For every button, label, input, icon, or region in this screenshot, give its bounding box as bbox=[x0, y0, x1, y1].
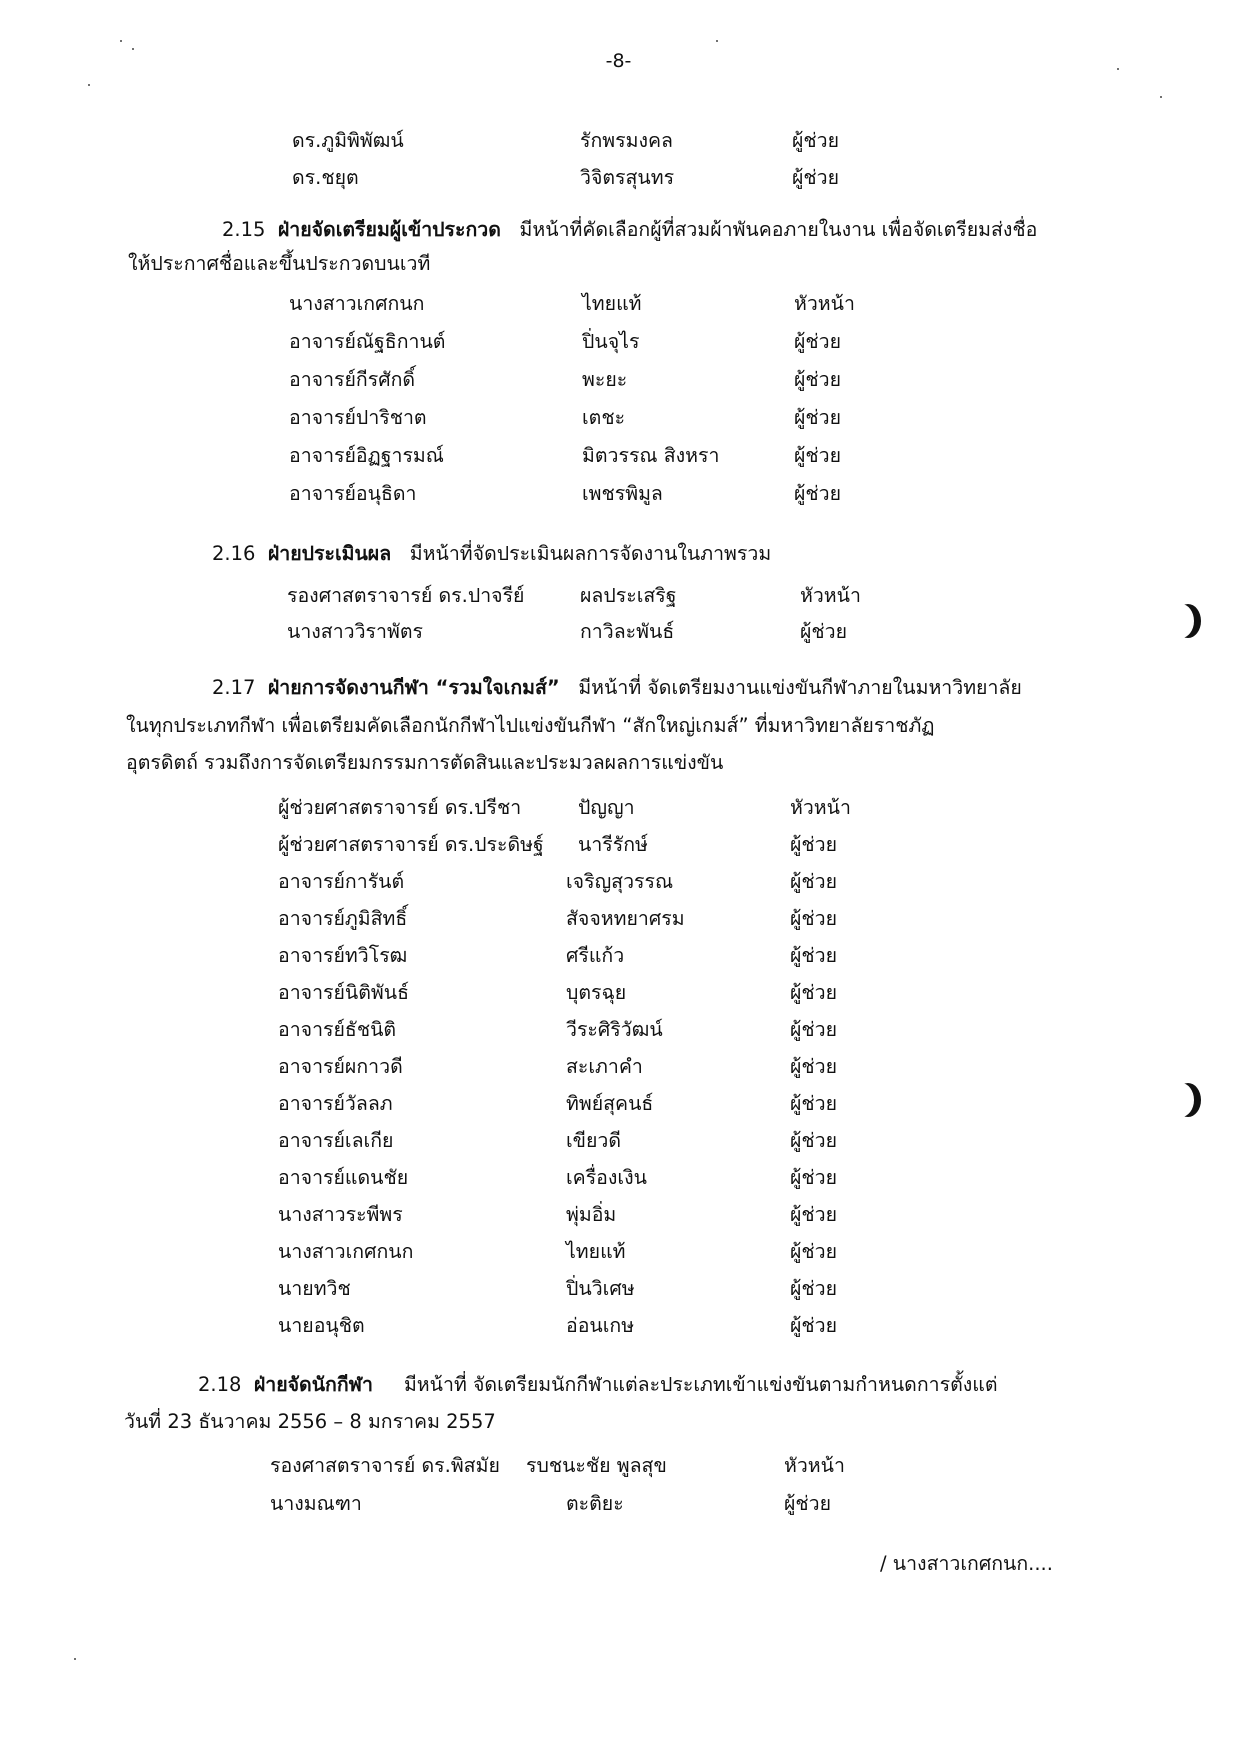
section-description: มีหน้าที่จัดประเมินผลการจัดงานในภาพรวม bbox=[409, 542, 772, 565]
person-role: ผู้ช่วย bbox=[790, 1203, 838, 1226]
section-number: 2.15 bbox=[222, 218, 266, 241]
person-surname: เจริญสุวรรณ bbox=[566, 870, 674, 893]
scan-speck bbox=[1160, 96, 1162, 98]
person-name: อาจารย์การันต์ bbox=[278, 870, 405, 893]
person-surname: ปิ่นวิเศษ bbox=[566, 1277, 635, 1300]
table-row bbox=[0, 1488, 1100, 1520]
section-2-16-heading bbox=[212, 536, 771, 572]
person-name: ผู้ช่วยศาสตราจารย์ ดร.ประดิษฐ์ bbox=[278, 833, 544, 856]
section-title: ฝ่ายจัดนักกีฬา bbox=[253, 1373, 373, 1396]
person-surname: รบชนะชัย พูลสุข bbox=[526, 1454, 667, 1477]
table-row bbox=[0, 1450, 1100, 1482]
section-number: 2.17 bbox=[212, 676, 256, 699]
table-row bbox=[0, 829, 1100, 861]
person-role: ผู้ช่วย bbox=[784, 1492, 832, 1515]
person-surname: ผลประเสริฐ bbox=[580, 584, 677, 607]
scan-speck bbox=[716, 40, 718, 42]
scan-speck bbox=[132, 48, 134, 50]
person-role: ผู้ช่วย bbox=[800, 620, 848, 643]
person-surname: เพชรพิมูล bbox=[582, 482, 663, 505]
person-name: อาจารย์ทวิโรฒ bbox=[278, 944, 408, 967]
person-name: อาจารย์ปาริชาต bbox=[289, 406, 427, 429]
table-row bbox=[0, 1162, 1100, 1194]
person-name: อาจารย์เลเกีย bbox=[278, 1129, 394, 1152]
table-row bbox=[0, 440, 1100, 472]
person-role: ผู้ช่วย bbox=[792, 129, 840, 152]
person-name: นางสาวเกศกนก bbox=[278, 1240, 414, 1263]
person-role: ผู้ช่วย bbox=[790, 1092, 838, 1115]
person-surname: วิจิตรสุนทร bbox=[580, 166, 675, 189]
person-name: ดร.ภูมิพิพัฒน์ bbox=[292, 129, 404, 152]
table-row bbox=[0, 1125, 1100, 1157]
person-role: หัวหน้า bbox=[794, 292, 855, 315]
person-role: ผู้ช่วย bbox=[794, 444, 842, 467]
person-role: ผู้ช่วย bbox=[790, 1314, 838, 1337]
scan-speck bbox=[1117, 68, 1119, 70]
person-name: นายทวิช bbox=[278, 1277, 351, 1300]
table-row bbox=[0, 364, 1100, 396]
person-surname: รักพรมงคล bbox=[580, 129, 673, 152]
person-role: ผู้ช่วย bbox=[794, 330, 842, 353]
person-surname: บุตรฉุย bbox=[566, 981, 627, 1004]
table-row bbox=[0, 478, 1100, 510]
person-name: อาจารย์กีรศักดิ์ bbox=[289, 368, 416, 391]
person-surname: กาวิละพันธ์ bbox=[580, 620, 675, 643]
person-surname: เขียวดี bbox=[566, 1129, 622, 1152]
table-row bbox=[0, 903, 1100, 935]
person-role: ผู้ช่วย bbox=[790, 1129, 838, 1152]
section-number: 2.18 bbox=[198, 1373, 242, 1396]
person-role: ผู้ช่วย bbox=[790, 944, 838, 967]
person-role: หัวหน้า bbox=[800, 584, 861, 607]
person-name: นางสาวเกศกนก bbox=[289, 292, 425, 315]
table-row bbox=[0, 580, 1100, 612]
person-name: อาจารย์ภูมิสิทธิ์ bbox=[278, 907, 408, 930]
scan-speck bbox=[88, 84, 90, 86]
person-name: รองศาสตราจารย์ ดร.ปาจรีย์ bbox=[287, 584, 525, 607]
table-row bbox=[0, 977, 1100, 1009]
table-row bbox=[0, 616, 1100, 648]
person-name: อาจารย์ธัชนิติ bbox=[278, 1018, 397, 1041]
person-surname: สัจจหทยาศรม bbox=[566, 907, 685, 930]
section-title: ฝ่ายจัดเตรียมผู้เข้าประกวด bbox=[277, 218, 501, 241]
table-row bbox=[0, 402, 1100, 434]
person-role: ผู้ช่วย bbox=[794, 406, 842, 429]
person-name: อาจารย์ผกาวดี bbox=[278, 1055, 403, 1078]
person-surname: อ่อนเกษ bbox=[566, 1314, 635, 1337]
table-row bbox=[0, 288, 1100, 320]
person-role: ผู้ช่วย bbox=[794, 368, 842, 391]
section-description: มีหน้าที่คัดเลือกผู้ที่สวมผ้าพันคอภายในงาน เพื่อจัดเตรียมส่งชื่อ bbox=[519, 218, 1038, 241]
person-role: ผู้ช่วย bbox=[790, 907, 838, 930]
person-surname: ทิพย์สุคนธ์ bbox=[566, 1092, 654, 1115]
table-row bbox=[0, 1051, 1100, 1083]
table-row bbox=[0, 125, 1100, 157]
person-surname: ปิ่นจุไร bbox=[582, 330, 640, 353]
person-role: ผู้ช่วย bbox=[790, 833, 838, 856]
table-row bbox=[0, 326, 1100, 358]
person-name: รองศาสตราจารย์ ดร.พิสมัย bbox=[270, 1454, 500, 1477]
person-name: อาจารย์ณัฐธิกานต์ bbox=[289, 330, 446, 353]
person-name: นางสาววิราพัตร bbox=[287, 620, 423, 643]
scan-speck bbox=[74, 1658, 76, 1660]
section-2-15-heading bbox=[222, 212, 1037, 248]
person-name: อาจารย์วัลลภ bbox=[278, 1092, 393, 1115]
table-row bbox=[0, 940, 1100, 972]
person-surname: ไทยแท้ bbox=[582, 292, 642, 315]
table-row bbox=[0, 1088, 1100, 1120]
person-role: ผู้ช่วย bbox=[790, 1018, 838, 1041]
person-role: หัวหน้า bbox=[790, 796, 851, 819]
table-row bbox=[0, 1199, 1100, 1231]
section-title: ฝ่ายประเมินผล bbox=[267, 542, 392, 565]
table-row bbox=[0, 792, 1100, 824]
section-number: 2.16 bbox=[212, 542, 256, 565]
person-role: ผู้ช่วย bbox=[792, 166, 840, 189]
table-row bbox=[0, 1310, 1100, 1342]
person-name: นางมณฑา bbox=[270, 1492, 362, 1515]
person-surname: นารีรักษ์ bbox=[578, 833, 648, 856]
binder-hole-mark bbox=[1168, 604, 1194, 638]
person-surname: มิตวรรณ สิงหรา bbox=[582, 444, 720, 467]
binder-hole-mark bbox=[1168, 1083, 1194, 1117]
person-surname: ไทยแท้ bbox=[566, 1240, 626, 1263]
section-2-17-heading bbox=[212, 670, 1022, 706]
person-name: ผู้ช่วยศาสตราจารย์ ดร.ปรีชา bbox=[278, 796, 522, 819]
person-surname: เครื่องเงิน bbox=[566, 1166, 647, 1189]
person-surname: พะยะ bbox=[582, 368, 628, 391]
person-name: อาจารย์นิติพันธ์ bbox=[278, 981, 410, 1004]
person-surname: ปัญญา bbox=[578, 796, 635, 819]
person-name: อาจารย์แดนชัย bbox=[278, 1166, 409, 1189]
section-description: มีหน้าที่ จัดเตรียมงานแข่งขันกีฬาภายในมหาวิทยาลัย bbox=[578, 676, 1022, 699]
person-surname: ตะติยะ bbox=[566, 1492, 624, 1515]
table-row bbox=[0, 1014, 1100, 1046]
person-surname: ศรีแก้ว bbox=[566, 944, 625, 967]
person-role: หัวหน้า bbox=[784, 1454, 845, 1477]
person-name: นายอนุชิต bbox=[278, 1314, 365, 1337]
section-description-line: วันที่ 23 ธันวาคม 2556 – 8 มกราคม 2557 bbox=[124, 1410, 496, 1433]
person-role: ผู้ช่วย bbox=[790, 1166, 838, 1189]
page-number: -8- bbox=[605, 50, 632, 72]
person-name: ดร.ชยุต bbox=[292, 166, 359, 189]
continuation-reference: / นางสาวเกศกนก.... bbox=[880, 1552, 1053, 1575]
person-role: ผู้ช่วย bbox=[790, 1277, 838, 1300]
section-description: มีหน้าที่ จัดเตรียมนักกีฬาแต่ละประเภทเข้าแข่งขันตามกำหนดการตั้งแต่ bbox=[403, 1373, 998, 1396]
section-2-18-heading bbox=[198, 1367, 997, 1403]
person-surname: เตชะ bbox=[582, 406, 626, 429]
table-row bbox=[0, 866, 1100, 898]
section-description-line: ให้ประกาศชื่อและขึ้นประกวดบนเวที bbox=[128, 252, 431, 275]
table-row bbox=[0, 1273, 1100, 1305]
person-role: ผู้ช่วย bbox=[790, 981, 838, 1004]
person-role: ผู้ช่วย bbox=[790, 1055, 838, 1078]
table-row bbox=[0, 1236, 1100, 1268]
person-role: ผู้ช่วย bbox=[790, 870, 838, 893]
person-name: อาจารย์อนุธิดา bbox=[289, 482, 417, 505]
person-name: นางสาวระพีพร bbox=[278, 1203, 403, 1226]
person-role: ผู้ช่วย bbox=[790, 1240, 838, 1263]
person-surname: วีระศิริวัฒน์ bbox=[566, 1018, 663, 1041]
table-row bbox=[0, 162, 1100, 194]
section-description-line: อุตรดิตถ์ รวมถึงการจัดเตรียมกรรมการตัดสินและประมวลผลการแข่งขัน bbox=[126, 751, 724, 774]
person-role: ผู้ช่วย bbox=[794, 482, 842, 505]
person-surname: สะเภาคำ bbox=[566, 1055, 643, 1078]
person-name: อาจารย์อิฏฐารมณ์ bbox=[289, 444, 444, 467]
section-title: ฝ่ายการจัดงานกีฬา “รวมใจเกมส์” bbox=[267, 676, 560, 699]
section-description-line: ในทุกประเภทกีฬา เพื่อเตรียมคัดเลือกนักกีฬาไปแข่งขันกีฬา “สักใหญ่เกมส์” ที่มหาวิทยาลัยราชภัฏ bbox=[126, 714, 935, 737]
scan-speck bbox=[120, 40, 122, 42]
person-surname: พุ่มอิ่ม bbox=[566, 1203, 617, 1226]
